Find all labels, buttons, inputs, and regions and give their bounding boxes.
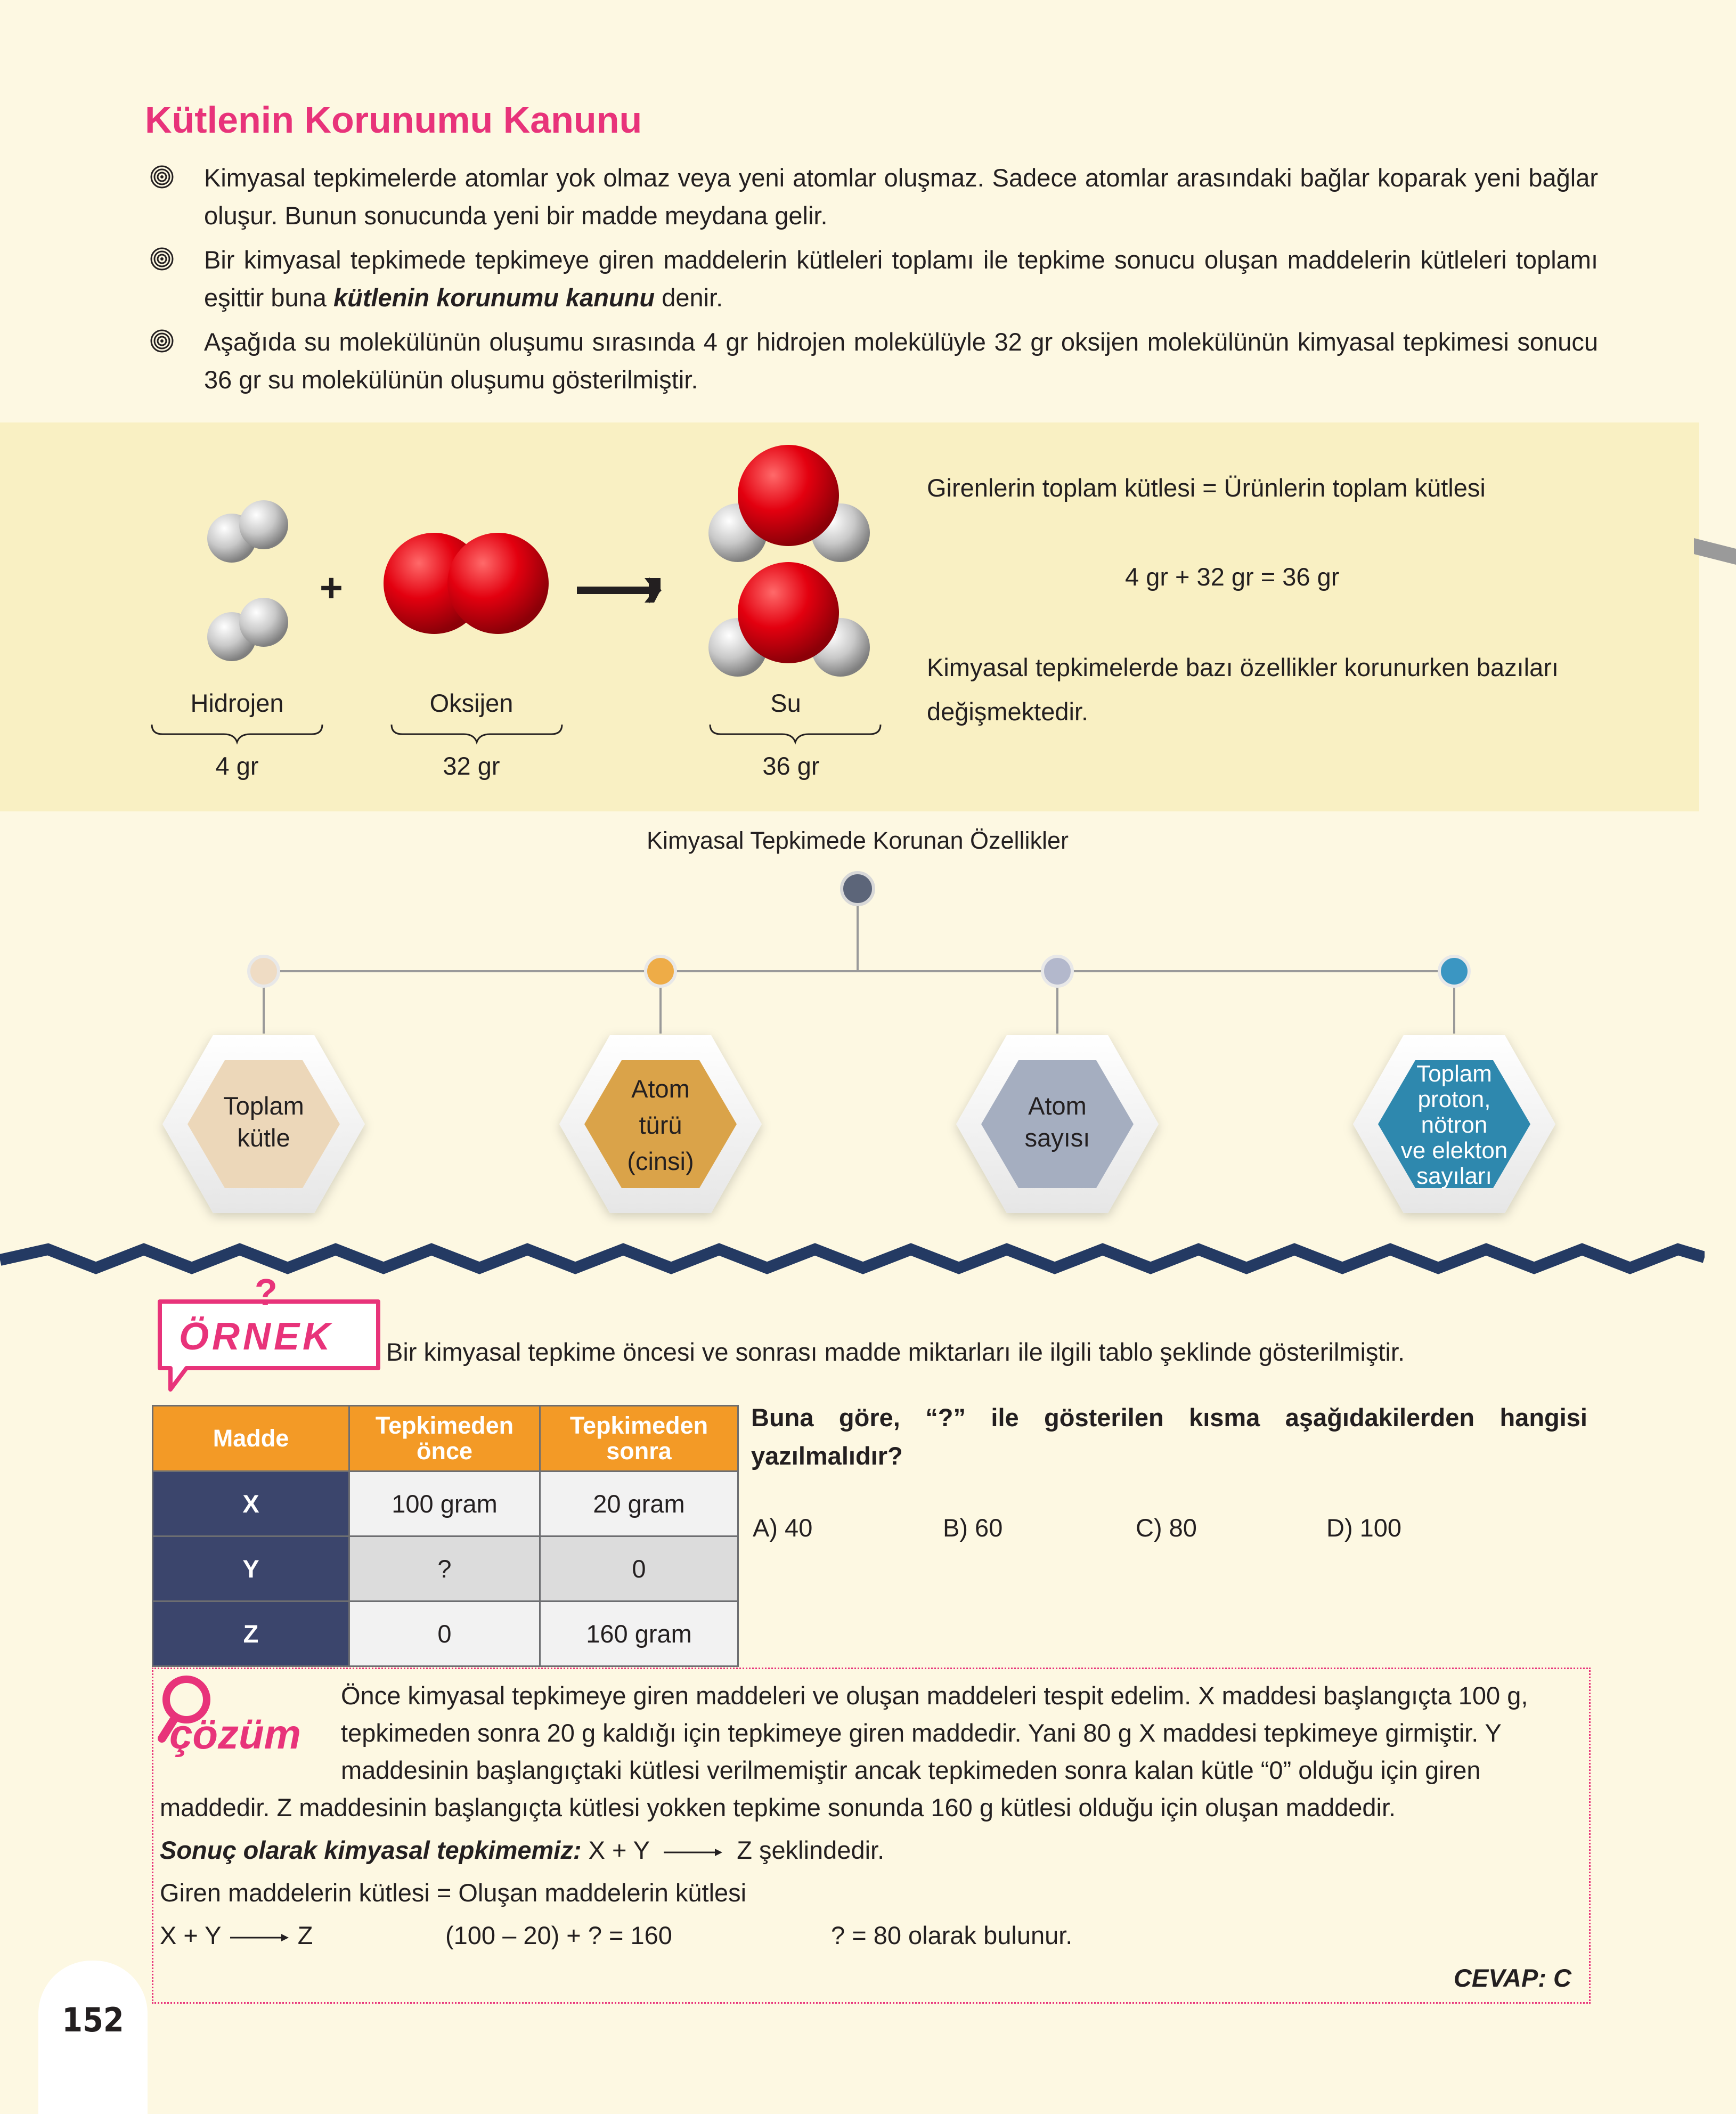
table-row: Y ? 0	[153, 1536, 738, 1601]
solution-result: ? = 80 olarak bulunur.	[831, 1921, 1073, 1949]
arrow-icon	[230, 1932, 289, 1943]
option-c[interactable]: C) 80	[1136, 1514, 1197, 1542]
hydrogen-mass: 4 gr	[215, 752, 259, 780]
table-row: X 100 gram 20 gram	[153, 1471, 738, 1536]
bullet-item	[149, 241, 1598, 316]
bullet-text: Aşağıda su molekülünün oluşumu sırasında 4 gr hidrojen molekülüyle 32 gr oksijen molekülünün kimyasal tepkimesi sonucu 36 gr su molekülünün oluşumu gösterilmiştir.	[204, 328, 1598, 394]
question-text: Buna göre, “?” ile gösterilen kısma aşağıdakilerden hangisi yazılmalıdır?	[751, 1403, 1587, 1470]
section-title: Kütlenin Korunumu Kanunu	[145, 99, 642, 141]
mass-equation-numbers: 4 gr + 32 gr = 36 gr	[1125, 563, 1340, 591]
hex-label-particle-counts: Toplam proton, nötron ve elekton sayıları	[1400, 1061, 1508, 1189]
tree-node-dot	[249, 956, 279, 986]
question-mark-icon: ?	[255, 1271, 278, 1313]
solution-line: Giren maddelerin kütlesi = Oluşan maddelerin kütlesi	[160, 1879, 747, 1907]
solution-line: Önce kimyasal tepkimeye giren maddeleri ve oluşan maddeleri tespit edelim. X maddesi başlangıçta 100 g,	[341, 1681, 1528, 1710]
solution-equation-line: X + Y Z	[160, 1921, 313, 1949]
example-intro: Bir kimyasal tepkime öncesi ve sonrası madde miktarları ile ilgili tablo şeklinde gösterilmiştir.	[386, 1338, 1405, 1366]
table-header: Tepkimeden önce	[349, 1406, 540, 1471]
ornek-badge-label: ÖRNEK	[179, 1315, 334, 1358]
note-line-1: Kimyasal tepkimelerde bazı özellikler korunurken bazıları	[927, 653, 1559, 681]
tree-node-dot	[646, 956, 675, 986]
water-mass: 36 gr	[762, 752, 820, 780]
cozum-badge-label: çözüm	[169, 1711, 301, 1758]
conserved-title: Kimyasal Tepkimede Korunan Özellikler	[646, 827, 1069, 854]
tree-node-dot	[1042, 956, 1072, 986]
emphasis-term: kütlenin korunumu kanunu	[333, 283, 655, 312]
bullet-item	[149, 159, 1598, 234]
arrow-icon	[664, 1847, 722, 1858]
solution-line: maddedir. Z maddesinin başlangıçta kütlesi yokken tepkime sonunda 160 g kütlesi olduğu için oluşan maddedir.	[160, 1793, 1396, 1822]
solution-line: maddesinin başlangıçtaki kütlesi verilmemiştir ancak tepkimeden sonra kalan kütle “0” olduğu için giren	[341, 1756, 1481, 1784]
option-d[interactable]: D) 100	[1326, 1514, 1402, 1542]
data-table	[152, 1405, 739, 1667]
solution-line: tepkimeden sonra 20 g kaldığı için tepkimeye giren maddedir. Yani 80 g X maddesi tepkimeye girmiştir. Y	[341, 1719, 1502, 1747]
table-row: Z 0 160 gram	[153, 1601, 738, 1666]
spiral-bullet-icon	[149, 328, 175, 354]
table-header: Tepkimeden sonra	[540, 1406, 738, 1471]
page-edge-ribbon	[1694, 527, 1736, 565]
plus-sign: +	[320, 565, 343, 610]
hydrogen-label: Hidrojen	[190, 689, 284, 717]
hex-label-atom-type: Atom türü (cinsi)	[627, 1075, 694, 1175]
note-line-2: değişmektedir.	[927, 697, 1089, 726]
spiral-bullet-icon	[149, 246, 175, 272]
tree-root-dot	[842, 873, 874, 905]
hex-label-total-mass: Toplam kütle	[223, 1092, 304, 1152]
brace	[152, 725, 322, 742]
option-a[interactable]: A) 40	[753, 1514, 813, 1542]
page-number: 152	[62, 2001, 124, 2039]
bullet-text: Bir kimyasal tepkimede tepkimeye giren maddelerin kütleleri toplamı ile tepkime sonucu oluşan maddelerin kütleleri toplamı eşittir buna kütlenin korunumu kanunu denir.	[204, 246, 1598, 312]
answer-label: CEVAP: C	[1453, 1964, 1571, 1992]
hex-label-atom-count: Atom sayısı	[1024, 1092, 1090, 1152]
water-label: Su	[770, 689, 801, 717]
bullet-item	[149, 323, 1598, 399]
hydrogen-molecule	[207, 598, 288, 661]
bullet-text: Kimyasal tepkimelerde atomlar yok olmaz veya yeni atomlar oluşmaz. Sadece atomlar arasındaki bağlar koparak yeni bağlar oluşur. Bunun sonucunda yeni bir madde meydana gelir.	[204, 164, 1598, 230]
oxygen-molecule	[384, 533, 549, 634]
mass-equation-words: Girenlerin toplam kütlesi = Ürünlerin toplam kütlesi	[927, 474, 1486, 502]
table-header: Madde	[153, 1406, 349, 1471]
water-molecule	[708, 562, 870, 677]
solution-reaction-line: Sonuç olarak kimyasal tepkimemiz: X + Y Z şeklindedir.	[160, 1836, 885, 1864]
tree-node-dot	[1439, 956, 1469, 986]
solution-equation: (100 – 20) + ? = 160	[445, 1921, 672, 1949]
oxygen-label: Oksijen	[429, 689, 514, 717]
spiral-bullet-icon	[149, 164, 175, 190]
option-b[interactable]: B) 60	[943, 1514, 1003, 1542]
conserved-tree	[0, 863, 1736, 1247]
brace	[710, 725, 881, 742]
table-header-row	[153, 1406, 738, 1471]
water-molecule	[708, 445, 870, 562]
hydrogen-molecule	[207, 500, 288, 563]
brace	[392, 725, 562, 742]
reaction-arrow-icon	[577, 577, 662, 604]
oxygen-mass: 32 gr	[443, 752, 500, 780]
